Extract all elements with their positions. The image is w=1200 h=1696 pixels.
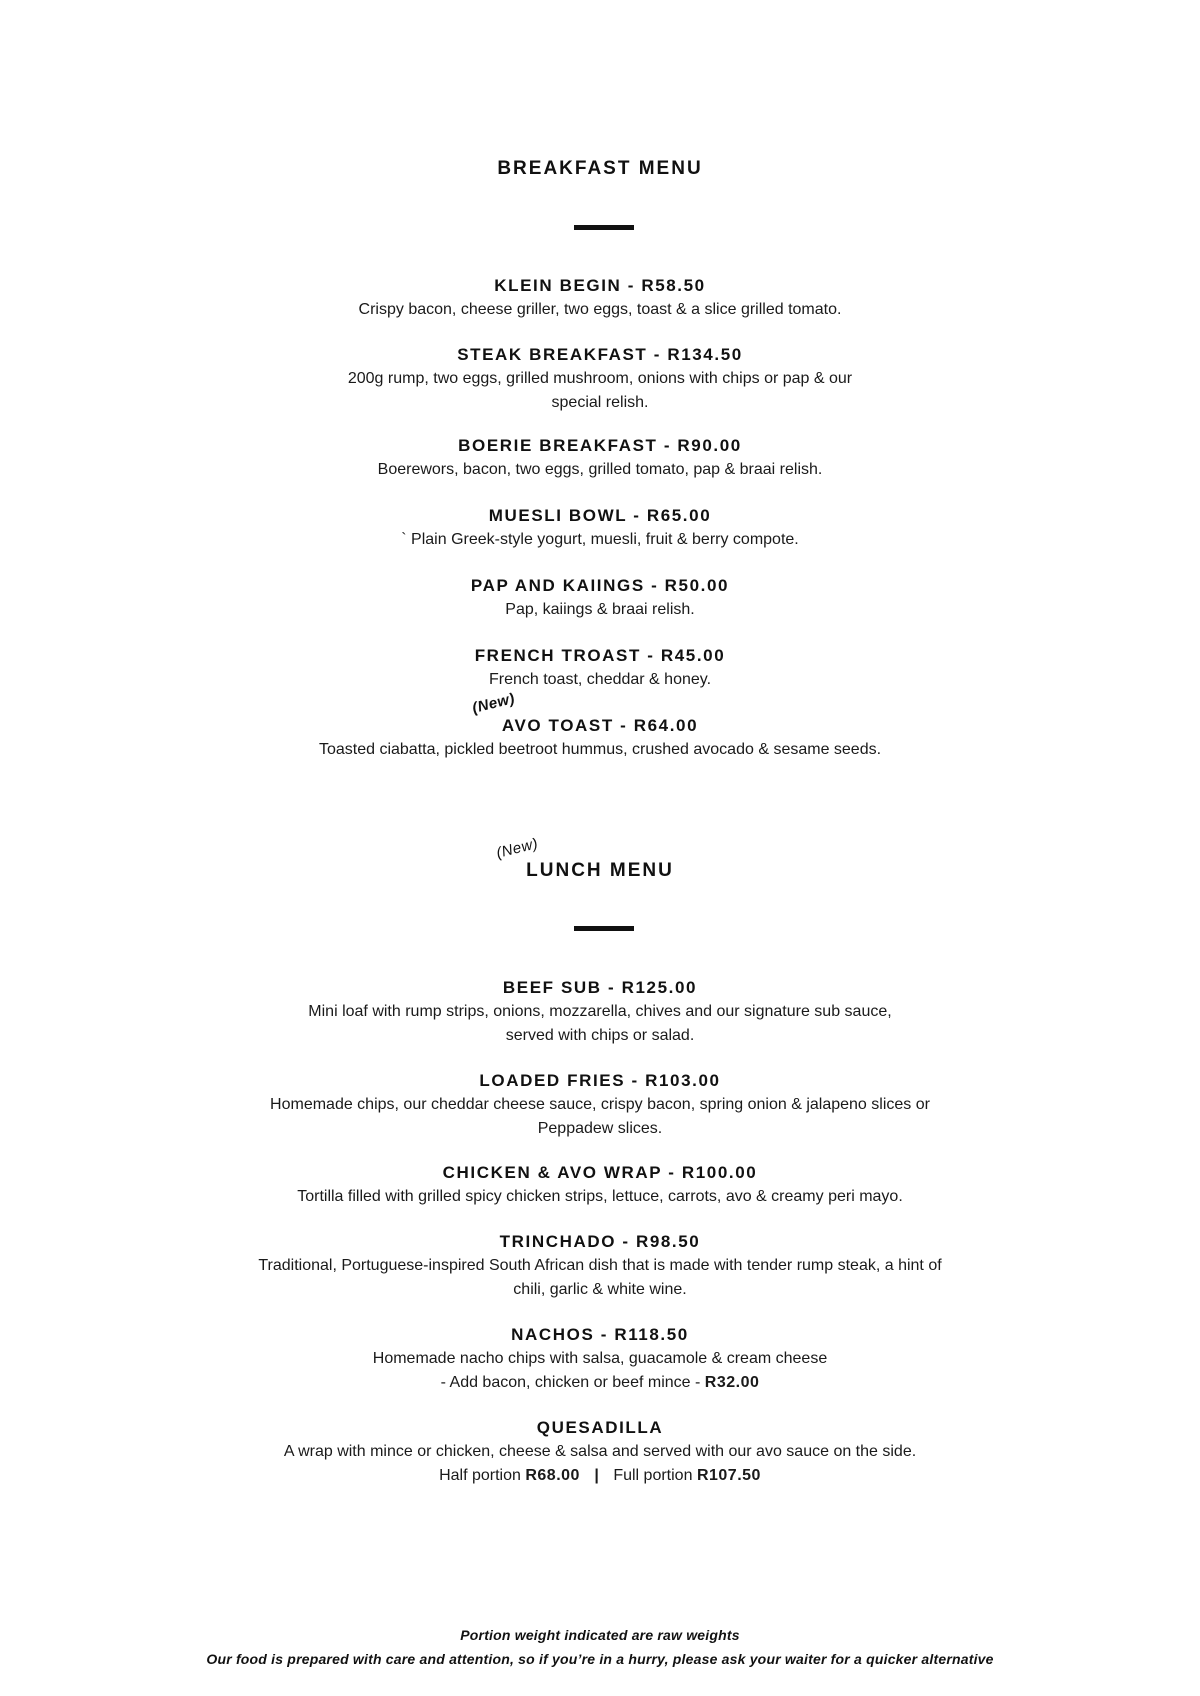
item-desc: Pap, kaiings & braai relish. [505, 601, 695, 618]
item-desc-line2: served with chips or salad. [505, 1027, 695, 1044]
item-desc: Tortilla filled with grilled spicy chicken strips, lettuce, carrots, avo & creamy peri mayo. [297, 1188, 903, 1205]
item-name: CHICKEN & AVO WRAP - R100.00 [442, 1163, 758, 1182]
item-desc: Homemade chips, our cheddar cheese sauce, crispy bacon, spring onion & jalapeno slices or [270, 1096, 930, 1113]
item-name: MUESLI BOWL - R65.00 [488, 506, 712, 525]
menu-item-avo-toast [100, 690, 1100, 761]
item-desc: French toast, cheddar & honey. [488, 671, 712, 688]
lunch-title-wrap [494, 835, 674, 882]
full-portion-label: Full portion [613, 1467, 693, 1484]
item-name: KLEIN BEGIN - R58.50 [494, 276, 706, 295]
menu-item-klein-begin [100, 275, 1100, 321]
item-desc: Homemade nacho chips with salsa, guacamole & cream cheese [372, 1350, 828, 1367]
item-desc: Toasted ciabatta, pickled beetroot hummus, crushed avocado & sesame seeds. [318, 741, 882, 758]
item-desc-line2: Peppadew slices. [537, 1120, 663, 1137]
item-desc: Mini loaf with rump strips, onions, mozzarella, chives and our signature sub sauce, [308, 1003, 892, 1020]
item-add-on [100, 1371, 1100, 1394]
item-desc-line2: special relish. [551, 394, 649, 411]
item-name [470, 690, 699, 737]
breakfast-title: BREAKFAST MENU [497, 158, 703, 179]
half-portion-label: Half portion [439, 1467, 521, 1484]
item-desc: A wrap with mince or chicken, cheese & salsa and served with our avo sauce on the side. [283, 1443, 917, 1460]
item-name-text: AVO TOAST - R64.00 [501, 716, 699, 735]
item-desc: Crispy bacon, cheese griller, two eggs, toast & a slice grilled tomato. [358, 301, 842, 318]
item-desc-line2: chili, garlic & white wine. [513, 1281, 687, 1298]
add-on-text: - Add bacon, chicken or beef mince - [440, 1374, 701, 1391]
item-name: NACHOS - R118.50 [511, 1325, 689, 1344]
lunch-title: LUNCH MENU [526, 860, 674, 881]
menu-item-french-troast [100, 645, 1100, 691]
item-name: LOADED FRIES - R103.00 [479, 1071, 721, 1090]
menu-item-quesadilla [100, 1417, 1100, 1487]
menu-item-chicken-avo-wrap [100, 1162, 1100, 1208]
breakfast-divider [574, 225, 634, 230]
item-portions [100, 1464, 1100, 1487]
item-name: BEEF SUB - R125.00 [502, 978, 698, 997]
item-desc: ` Plain Greek-style yogurt, muesli, fruit & berry compote. [401, 531, 799, 548]
item-name: FRENCH TROAST - R45.00 [474, 646, 726, 665]
half-portion-price: R68.00 [525, 1467, 580, 1484]
item-desc: Boerewors, bacon, two eggs, grilled tomato, pap & braai relish. [377, 461, 823, 478]
lunch-divider [574, 926, 634, 931]
item-name: PAP AND KAIINGS - R50.00 [470, 576, 730, 595]
menu-item-steak-breakfast [100, 344, 1100, 414]
item-desc: 200g rump, two eggs, grilled mushroom, onions with chips or pap & our [347, 370, 853, 387]
menu-item-boerie-breakfast [100, 435, 1100, 481]
lunch-title-row [0, 835, 1200, 882]
footer-note-service: Our food is prepared with care and attention, so if you’re in a hurry, please ask your waiter for a quicker alternative [206, 1651, 994, 1667]
portion-separator: | [594, 1467, 599, 1484]
new-tag: (New) [494, 835, 541, 862]
menu-item-loaded-fries [100, 1070, 1100, 1140]
item-desc: Traditional, Portuguese-inspired South African dish that is made with tender rump steak, a hint of [258, 1257, 942, 1274]
menu-item-trinchado [100, 1231, 1100, 1301]
menu-item-beef-sub [100, 977, 1100, 1047]
footer-note-weights: Portion weight indicated are raw weights [460, 1627, 740, 1643]
new-tag: (New) [470, 690, 517, 718]
menu-item-muesli-bowl [100, 505, 1100, 551]
menu-item-pap-and-kaiings [100, 575, 1100, 621]
add-on-price: R32.00 [704, 1374, 760, 1391]
menu-item-nachos [100, 1324, 1100, 1394]
item-name: BOERIE BREAKFAST - R90.00 [458, 436, 742, 455]
full-portion-price: R107.50 [696, 1467, 761, 1484]
item-name: QUESADILLA [536, 1418, 664, 1437]
item-name: STEAK BREAKFAST - R134.50 [457, 345, 743, 364]
item-name: TRINCHADO - R98.50 [499, 1232, 701, 1251]
